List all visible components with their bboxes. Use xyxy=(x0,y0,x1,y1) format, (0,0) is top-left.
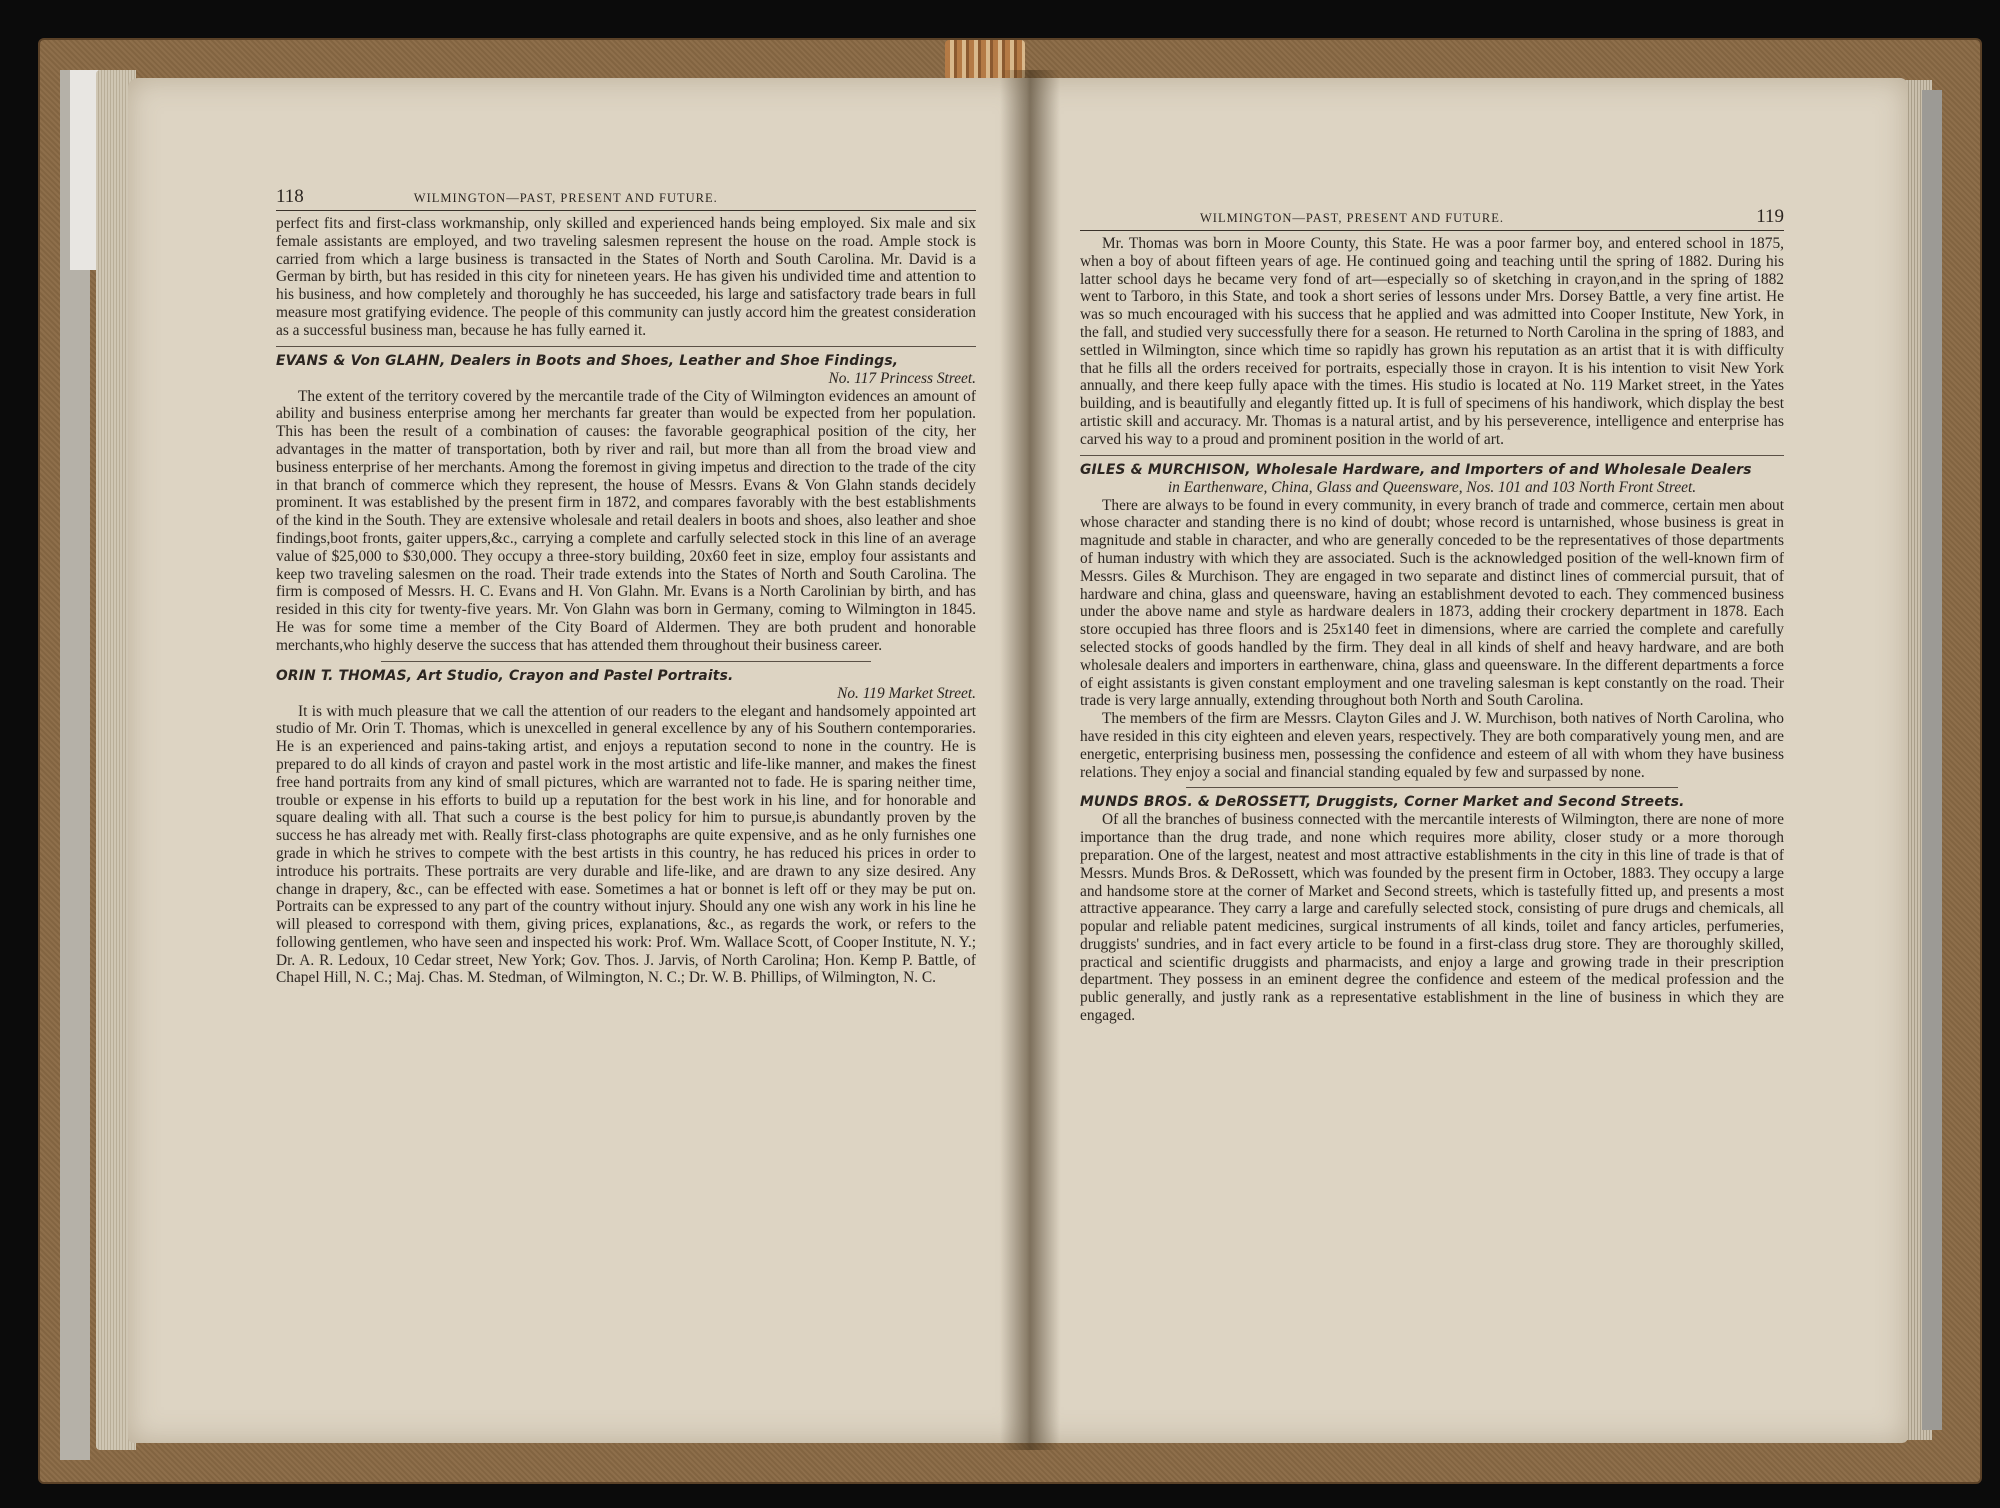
listing-title-thomas: ORIN T. THOMAS, Art Studio, Crayon and Pastel Portraits. xyxy=(276,667,734,684)
section-divider xyxy=(1186,787,1679,788)
listing-title-giles: GILES & MURCHISON, Wholesale Hardware, and Importers of and Wholesale Dealers xyxy=(1080,461,1752,478)
listing-address-giles: in Earthenware, China, Glass and Queensware, Nos. 101 and 103 North Front Street. xyxy=(1167,478,1697,496)
listing-body-evans: The extent of the territory covered by the mercantile trade of the City of Wilmington evidences an amount of ability and business enterprise among her merchants far greater than would be expected from her population. This has been the result of a combination of causes: the favorable geographical position of the city, her advantages in the matter of transportation, both by river and rail, but more than all from the broad view and business enterprise of her merchants. Among the foremost in giving impetus and direction to the trade of the city in that branch of commerce which they represent, the house of Messrs. Evans & Von Glahn stands decidely prominent. It was established by the present firm in 1872, and compares favorably with the best establishments of the kind in the South. They are extensive wholesale and retail dealers in boots and shoes, also leather and shoe findings,boot fronts, gaiter uppers,&c., carrying a complete and carfully selected stock in this line of an average value of $25,000 to $30,000. They occupy a three-story building, 20x60 feet in size, employ four assistants and keep two traveling salesmen on the road. Their trade extends into the States of North and South Carolina. The firm is composed of Messrs. H. C. Evans and H. Von Glahn. Mr. Evans is a North Carolinian by birth, and has resided in this city for twenty-five years. Mr. Von Glahn was born in Germany, coming to Wilmington in 1845. He was for some time a member of the City Board of Aldermen. They are both prudent and honorable merchants,who highly deserve the success that has attended them throughout their business career. xyxy=(276,387,976,654)
page-number-left: 118 xyxy=(276,186,304,207)
page-number-right: 119 xyxy=(1756,206,1784,227)
running-head-title-left: WILMINGTON—PAST, PRESENT AND FUTURE. xyxy=(413,191,718,205)
book-gutter xyxy=(1000,70,1060,1450)
listing-title-evans: EVANS & Von GLAHN, Dealers in Boots and Shoes, Leather and Shoe Findings, xyxy=(276,352,899,369)
section-divider xyxy=(1080,455,1784,456)
running-head-title-right: WILMINGTON—PAST, PRESENT AND FUTURE. xyxy=(1200,211,1504,225)
listing-body-giles-2: The members of the firm are Messrs. Clayton Giles and J. W. Murchison, both natives of North Carolina, who have resided in this city eighteen and eleven years, respectively. They are both comparatively young men, and are energetic, enterprising business men, possessing the confidence and esteem of all with whom they have business relations. They enjoy a social and financial standing equaled by few and surpassed by none. xyxy=(1080,710,1784,781)
section-divider xyxy=(276,346,976,347)
listing-title-munds: MUNDS BROS. & DeROSSETT, Druggists, Corner Market and Second Streets. xyxy=(1080,794,1685,811)
intro-paragraph-left: perfect fits and first-class workmanship, only skilled and experienced hands being employed. Six male and six female assistants are employed, and two traveling salesmen represent the house on the road. Ample stock is carried from which a large business is transacted in the States of North and South Carolina. Mr. David is a German by birth, but has resided in this city for nineteen years. He has given his undivided time and attention to his business, and how completely and thoroughly he has succeeded, his large and satisfactory trade bears in full measure most gratifying evidence. The people of this community can justly accord him the greatest consideration as a successful business man, because he has fully earned it. xyxy=(276,215,976,339)
section-divider xyxy=(381,661,871,662)
intro-paragraph-right: Mr. Thomas was born in Moore County, this State. He was a poor farmer boy, and entered school in 1875, when a boy of about fifteen years of age. He continued going and teaching until the spring of 1882. During his latter school days he became very fond of art—especially so of sketching in crayon,and in the spring of 1882 went to Tarboro, in this State, and took a short series of lessons under Mrs. Dorsey Battle, a very fine artist. He was so much encouraged with his success that he applied and was admitted into Cooper Institute, New York, in the fall, and studied very successfully there for a season. He returned to North Carolina in the spring of 1883, and settled in Wilmington, since which time so rapidly has grown his reputation as an artist that it is with difficulty that he fills all the orders received for portraits, especially those in crayon. It is his intention to visit New York annually, and there keep fully apace with the times. His studio is located at No. 119 Market street, in the Yates building, and is beautifully and elegantly fitted up. It is full of specimens of his handiwork, which display the best artistic skill and accuracy. Mr. Thomas is a natural artist, and by his perseverence, intelligence and enterprise has carved his way to a proud and prominent position in the world of art. xyxy=(1080,235,1784,448)
right-cover-strip xyxy=(1922,90,1942,1430)
running-head-right xyxy=(1080,206,1784,231)
left-cover-edge xyxy=(60,70,90,1460)
listing-address-thomas: No. 119 Market Street. xyxy=(837,684,976,702)
right-page-text xyxy=(1080,206,1784,1025)
listing-body-thomas: It is with much pleasure that we call the attention of our readers to the elegant and handsomely appointed art studio of Mr. Orin T. Thomas, which is unexcelled in general excellence by any of his Southern contemporaries. He is an experienced and pains-taking artist, and enjoys a reputation second to none in the country. He is prepared to do all kinds of crayon and pastel work in the most artistic and life-like manner, and makes the finest free hand portraits from any kind of small pictures, which are warranted not to fade. He is sparing neither time, trouble or expense in his efforts to build up a reputation for the best work in his line, and for honorable and square dealing with all. That such a course is the best policy for him to pursue,is abundantly proven by the success he has already met with. Really first-class photographs are quite expensive, and as he only furnishes one grade in which he strives to compete with the best artists in this country, he has reduced his prices in order to introduce his portraits. These portraits are very durable and life-like, and are drawn to any size desired. Any change in drapery, &c., can be effected with ease. Sometimes a hat or bonnet is left off or they may be put on. Portraits can be expressed to any part of the country without injury. Should any one wish any work in his line he will pleased to correspond with them, giving prices, explanations, &c., as regards the work, or refers to the following gentlemen, who have seen and inspected his work: Prof. Wm. Wallace Scott, of Cooper Institute, N. Y.; Dr. A. R. Ledoux, 10 Cedar street, New York; Gov. Thos. J. Jarvis, of North Carolina; Hon. Kemp P. Battle, of Chapel Hill, N. C.; Maj. Chas. M. Stedman, of Wilmington, N. C.; Dr. W. B. Phillips, of Wilmington, N. C. xyxy=(276,702,976,987)
listing-address-evans: No. 117 Princess Street. xyxy=(828,369,976,387)
listing-body-giles: There are always to be found in every community, in every branch of trade and commerce, certain men about whose character and standing there is no kind of doubt; whose record is untarnished, whose business is great in magnitude and stable in character, and who are generally conceded to be the representatives of those departments of human industry with which they are associated. Such is the acknowledged position of the well-known firm of Messrs. Giles & Murchison. They are engaged in two separate and distinct lines of commercial pursuit, that of hardware and china, glass and queensware, having an establishment devoted to each. They commenced business under the above name and style as hardware dealers in 1873, adding their crockery department in 1878. Each store occupied has three floors and is 25x140 feet in dimensions, where are carried the complete and carefully selected stocks of goods handled by the firm. They deal in all kinds of shelf and heavy hardware, and are both wholesale dealers and importers in earthenware, china, glass and queensware. In the different departments a force of eight assistants is given constant employment and one traveling salesman is kept constantly on the road. Their trade is very large annually, extending throughout both North and South Carolina. xyxy=(1080,496,1784,710)
running-head-left xyxy=(276,186,976,211)
left-page-text xyxy=(276,186,976,987)
listing-body-munds: Of all the branches of business connected with the mercantile interests of Wilmington, there are none of more importance than the drug trade, and none which requires more ability, closer study or a more thorough preparation. One of the largest, neatest and most attractive establishments in the city in this line of trade is that of Messrs. Munds Bros. & DeRossett, which was founded by the present firm in October, 1883. They occupy a large and handsome store at the corner of Market and Second streets, which is tastefully fitted up, and presents a most attractive appearance. They carry a large and carefully selected stock, consisting of pure drugs and chemicals, all popular and reliable patent medicines, surgical instruments of all kinds, toilet and fancy articles, perfumeries, druggists' sundries, and in fact every article to be found in a first-class drug store. They are thoroughly skilled, practical and scientific druggists and pharmacists, and enjoy a large and growing trade in their prescription department. They possess in an eminent degree the confidence and esteem of the medical profession and the public generally, and justly rank as a representative establishment in the line of business in which they are engaged. xyxy=(1080,811,1784,1025)
